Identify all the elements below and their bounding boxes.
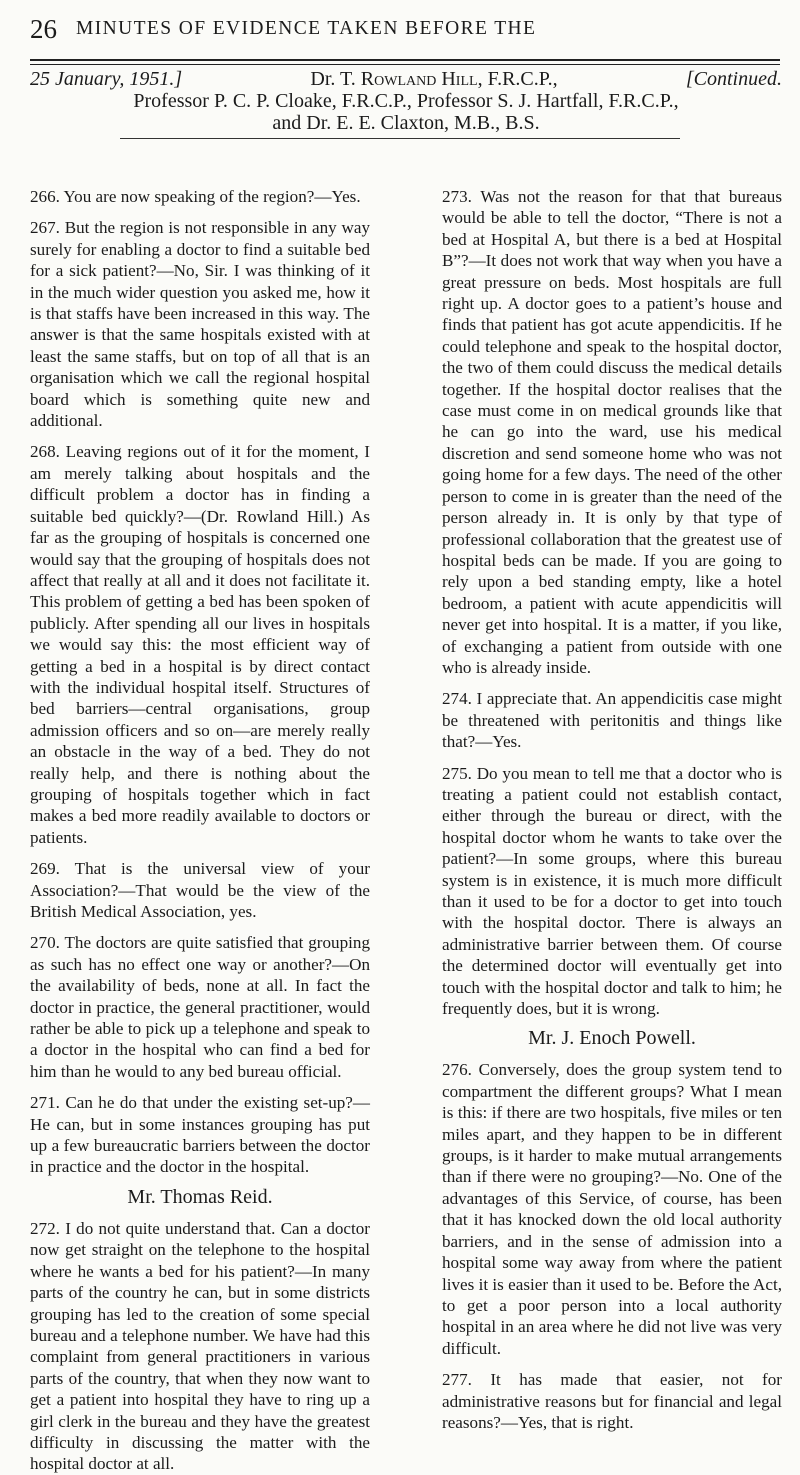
header-rule-thin — [30, 64, 780, 65]
paragraph-gap — [30, 207, 370, 217]
paragraph-gap — [442, 753, 782, 763]
paragraph-gap — [30, 1082, 370, 1092]
evidence-paragraph: 277. It has made that easier, not for administrative reasons but for financial and legal reasons?—Yes, that is right. — [442, 1370, 782, 1432]
paragraph-gap — [442, 678, 782, 688]
paragraph-gap — [442, 1359, 782, 1369]
evidence-paragraph: 272. I do not quite understand that. Can a doctor now get straight on the telephone to the hospital where he wants a bed for his patient?—In many parts of the country he can, but in some districts grouping has led to the creation of some special bureau and a telephone number. We have had this complaint from general practitioners in various parts of the country, that when they now want to get a patient into hospital they have to ring up a girl clerk in the bureau and they have the greatest difficulty in discussing the matter with the hospital doctor at all. — [30, 1218, 370, 1474]
witnesses-line-3: and Dr. E. E. Claxton, M.B., B.S. — [272, 112, 540, 134]
header-rule-thick — [30, 59, 780, 61]
evidence-paragraph: 267. But the region is not responsible in any way surely for enabling a doctor to find a suitable bed for a sick patient?—No, Sir. I was thinking of it in the much wider question you asked me, how it is that staffs have been increased in this way. The answer is that the same hospitals existed with at least the same staffs, but on top of all that is an organisation which we call the regional hospital board which is something quite new and additional. — [30, 218, 370, 431]
evidence-paragraph: 274. I appreciate that. An appendicitis case might be threatened with peritonitis and things like that?—Yes. — [442, 689, 782, 752]
evidence-paragraph: 276. Conversely, does the group system tend to compartment the different groups? What I mean is this: if there are two hospitals, five miles or ten miles apart, and they happen to be in different groups, is it harder to make mutual arrangements than if there were no grouping?—No. One of the advantages of this Service, of course, has been that it has knocked down the old local authority barriers, and in the sense of admission into a hospital some way away from where the patient lives it is easier than it used to be. Before the Act, to get a poor person into a local authority hospital in an area where he did not live was very difficult. — [442, 1060, 782, 1358]
page-number: 26 — [30, 13, 57, 44]
speaker-heading: Mr. Thomas Reid. — [127, 1185, 273, 1208]
evidence-paragraph: 270. The doctors are quite satisfied that grouping as such has no effect one way or another?—On the availability of beds, none at all. In fact the doctor in practice, the general practitioner, would rather be able to pick up a telephone and speak to a doctor in the hospital who can find a bed for him than he would to any bed bureau official. — [30, 933, 370, 1081]
paragraph-gap — [30, 848, 370, 858]
session-date: 25 January, 1951.] — [30, 68, 183, 90]
paragraph-gap — [30, 431, 370, 441]
speaker-heading: Mr. J. Enoch Powell. — [528, 1027, 696, 1050]
running-header — [30, 0, 782, 58]
continued-label: [Continued. — [685, 68, 782, 90]
evidence-paragraph: 268. Leaving regions out of it for the moment, I am merely talking about hospitals and the difficult problem a doctor has in finding a suitable bed quickly?—(Dr. Rowland Hill.) As far as the grouping of hospitals is concerned one would say that the grouping of hospitals does not affect that really at all and it does not facilitate it. This problem of getting a bed has been spoken of publicly. After spending all our lives in hospitals we would say this: the most efficient way of getting a bed in a hospital is by direct contact with the individual hospital itself. Structures of bed barriers—central organisations, group admission officers and so on—are merely really an obstacle in the way of a bed. They do not really help, and there is nothing about the grouping of hospitals together which in fact makes a bed more readily available to doctors or patients. — [30, 442, 370, 847]
evidence-paragraph: 275. Do you mean to tell me that a doctor who is treating a patient could not establish contact, either through the bureau or direct, with the hospital doctor whom he wants to take over the patient?—In some groups, where this bureau system is in existence, it is much more difficult than it used to be for a doctor to get into touch with the hospital doctor. There is always an administrative barrier between them. Of course the determined doctor will eventually get into touch with the hospital doctor and talk to him; he frequently does, but it is wrong. — [442, 763, 782, 1019]
right-column — [442, 186, 782, 1433]
evidence-paragraph: 273. Was not the reason for that that bureaus would be able to tell the doctor, “There is not a bed at Hospital A, but there is a bed at Hospital B”?—It does not work that way when you have a great pressure on beds. Most hospitals are full right up. A doctor goes to a patient’s house and finds that patient has got acute appendicitis. If he could telephone and speak to the hospital doctor, the two of them could discuss the medical details together. If the hospital doctor realises that the case must come in on medical grounds like that he can go into the ward, use his medical discretion and send someone home who was not going home for a few days. The need of the other person to come in is greater than the need of the person already in. It is only by that type of professional collaboration that the greatest use of hospital beds can be made. If you are going to rely upon a bed standing empty, like a hotel bedroom, a patient with acute appendicitis will never get into hospital. It is a matter, if you like, of exchanging a patient from outside with one who is already inside. — [442, 187, 782, 677]
paragraph-gap — [30, 922, 370, 932]
witnesses-line-1: Dr. T. Rowland Hill, F.R.C.P., — [310, 68, 558, 90]
evidence-paragraph: 271. Can he do that under the existing set-up?—He can, but in some instances grouping has put up a few bureaucratic barriers between the doctor in practice and the doctor in the hospital. — [30, 1093, 370, 1177]
running-title: MINUTES OF EVIDENCE TAKEN BEFORE THE — [76, 18, 537, 39]
evidence-paragraph: 266. You are now speaking of the region?—Yes. — [30, 187, 361, 206]
witnesses-line-2: Professor P. C. P. Cloake, F.R.C.P., Professor S. J. Hartfall, F.R.C.P., — [133, 90, 679, 112]
left-column — [30, 186, 370, 1475]
session-heading — [30, 68, 782, 134]
evidence-paragraph: 269. That is the universal view of your Association?—That would be the view of the British Medical Association, yes. — [30, 859, 370, 921]
session-rule — [120, 138, 680, 139]
